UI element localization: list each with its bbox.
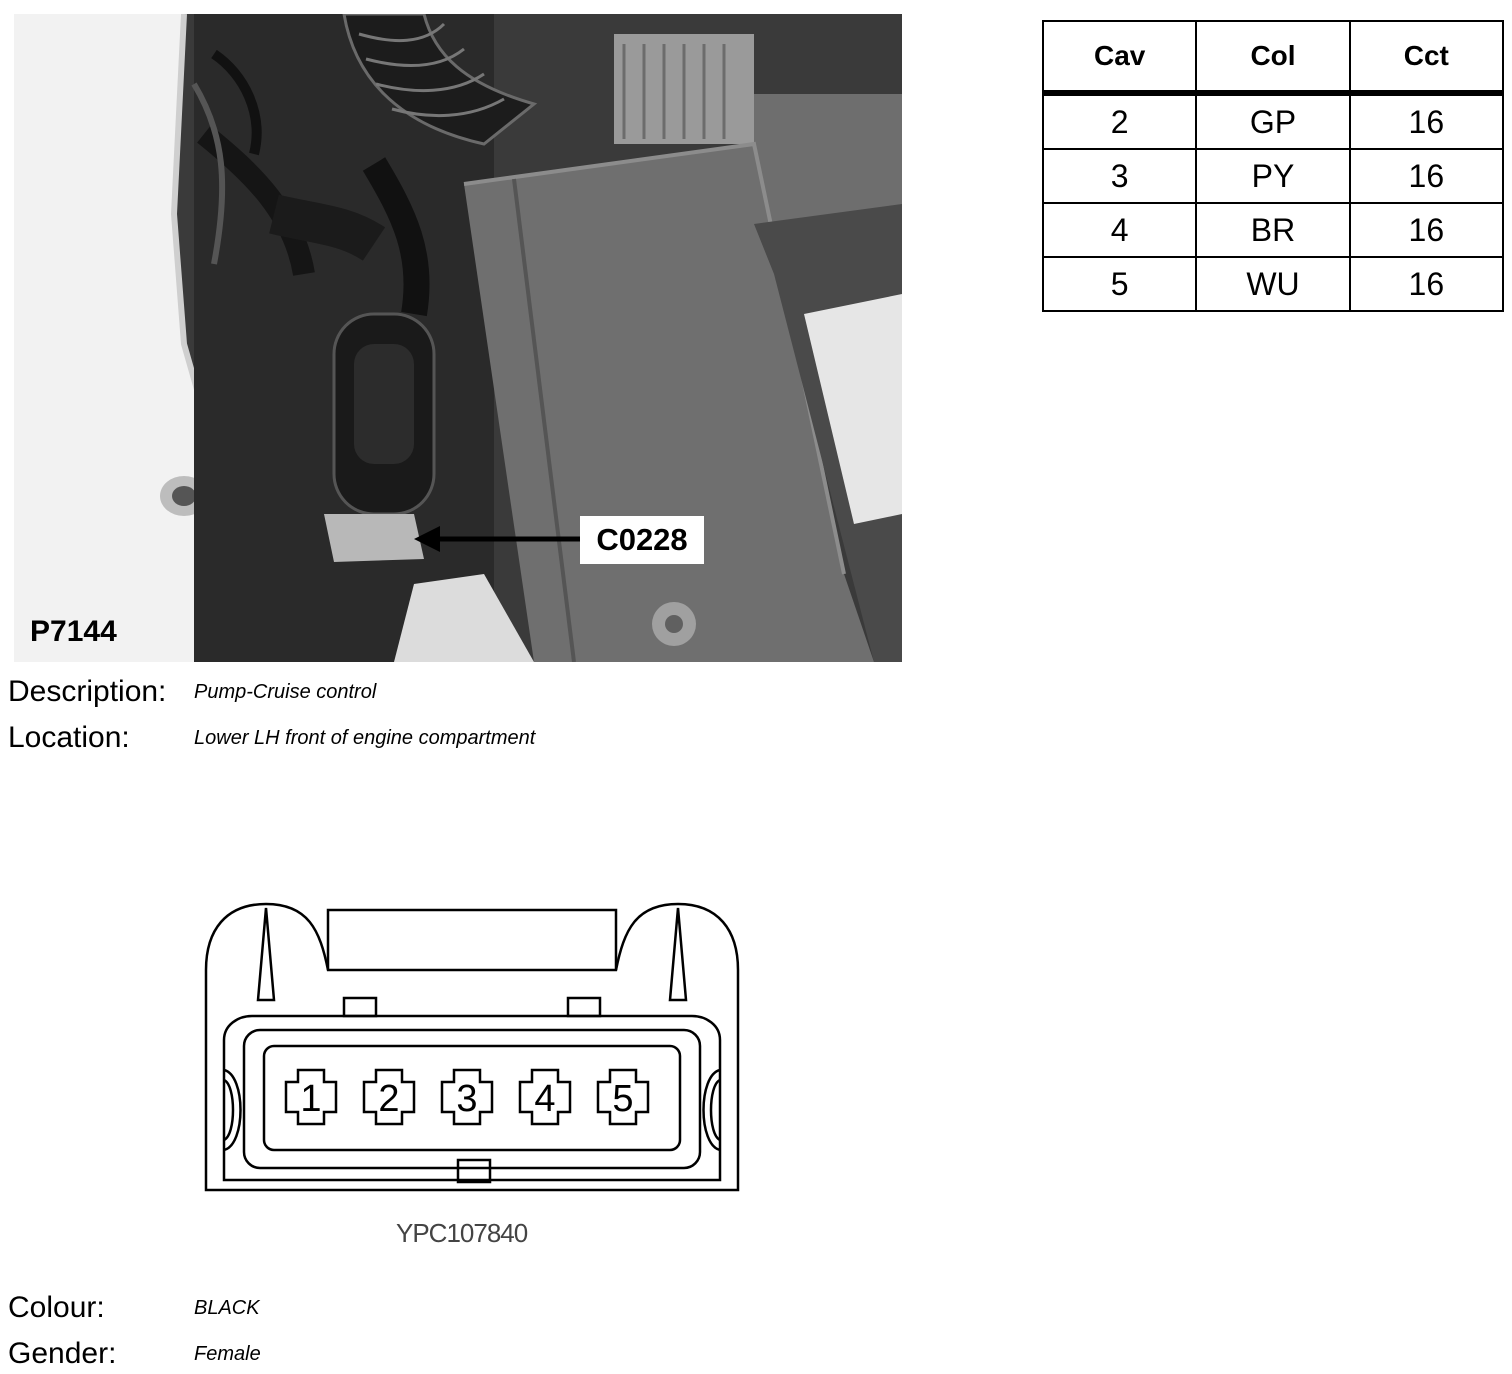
- cell-col: BR: [1196, 203, 1349, 257]
- location-value: Lower LH front of engine compartment: [194, 726, 536, 749]
- connector-drawing: [196, 890, 748, 1210]
- engine-compartment-photo: [14, 14, 902, 662]
- connector-callout-label: C0228: [580, 516, 704, 564]
- location-label: Location:: [8, 721, 130, 754]
- description-label: Description:: [8, 675, 167, 708]
- location-row: [8, 718, 535, 758]
- pin-number-3: 3: [456, 1078, 478, 1120]
- table-row: [1043, 203, 1503, 257]
- cell-cct: 16: [1350, 93, 1503, 149]
- description-row: [8, 672, 376, 712]
- gender-value: Female: [194, 1342, 261, 1365]
- cell-cav: 2: [1043, 93, 1196, 149]
- pin-number-1: 1: [300, 1078, 322, 1120]
- cell-cav: 3: [1043, 149, 1196, 203]
- header-cct: Cct: [1350, 21, 1503, 93]
- description-value: Pump-Cruise control: [194, 680, 377, 703]
- cell-col: PY: [1196, 149, 1349, 203]
- cell-cct: 16: [1350, 203, 1503, 257]
- cell-col: WU: [1196, 257, 1349, 311]
- connector-face-diagram: [196, 890, 748, 1210]
- gender-row: [8, 1334, 261, 1374]
- photo-id-label: P7144: [30, 615, 117, 648]
- cell-cct: 16: [1350, 257, 1503, 311]
- colour-value: BLACK: [194, 1296, 260, 1319]
- cell-cct: 16: [1350, 149, 1503, 203]
- photo-illustration: [14, 14, 902, 662]
- pin-number-2: 2: [378, 1078, 400, 1120]
- table-row: [1043, 257, 1503, 311]
- cell-cav: 5: [1043, 257, 1196, 311]
- pin-table-header-row: [1043, 21, 1503, 93]
- connector-part-number: YPC107840: [396, 1218, 528, 1248]
- colour-label: Colour:: [8, 1291, 105, 1324]
- cell-cav: 4: [1043, 203, 1196, 257]
- pin-number-4: 4: [534, 1078, 556, 1120]
- gender-label: Gender:: [8, 1337, 117, 1370]
- table-row: [1043, 149, 1503, 203]
- cell-col: GP: [1196, 93, 1349, 149]
- pin-number-5: 5: [612, 1078, 634, 1120]
- header-cav: Cav: [1043, 21, 1196, 93]
- pin-table: [1042, 20, 1504, 312]
- colour-row: [8, 1288, 260, 1328]
- table-row: [1043, 93, 1503, 149]
- header-col: Col: [1196, 21, 1349, 93]
